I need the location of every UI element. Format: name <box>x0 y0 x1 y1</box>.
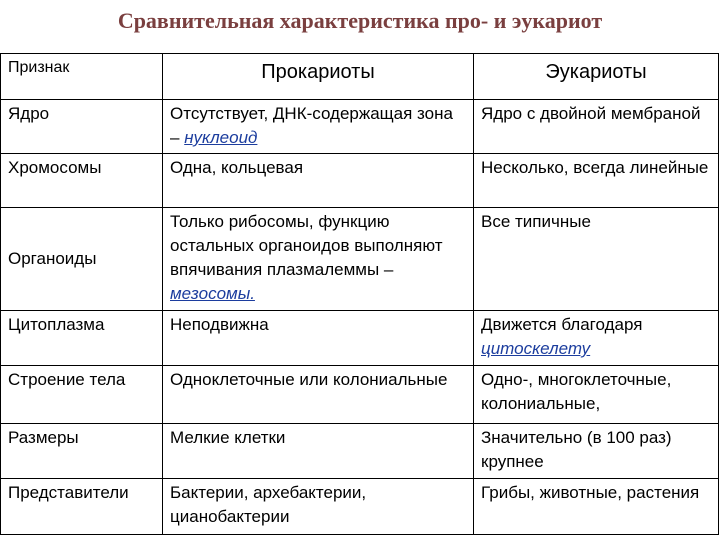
cell-text: Все типичные <box>481 212 591 231</box>
prokaryote-cell <box>163 100 474 154</box>
feature-cell: Ядро <box>1 100 163 154</box>
eukaryote-cell <box>474 366 719 424</box>
feature-cell: Представители <box>1 479 163 535</box>
feature-cell: Цитоплазма <box>1 311 163 366</box>
eukaryote-cell <box>474 479 719 535</box>
header-feature: Признак <box>1 54 163 100</box>
table-row <box>1 100 719 154</box>
feature-cell: Органоиды <box>1 208 163 311</box>
cell-text: Грибы, животные, растения <box>481 483 700 502</box>
prokaryote-cell <box>163 311 474 366</box>
term-link[interactable]: мезосомы. <box>170 284 255 303</box>
cell-text: Отсутствует, ДНК-содержащая зона – <box>170 104 453 147</box>
cell-text: Одноклеточные или колониальные <box>170 370 448 389</box>
prokaryote-cell <box>163 424 474 479</box>
table-row <box>1 479 719 535</box>
table-row <box>1 366 719 424</box>
cell-text: Мелкие клетки <box>170 428 286 447</box>
cell-text: Одно-, многоклеточные, колониальные, <box>481 370 672 413</box>
feature-cell: Размеры <box>1 424 163 479</box>
table-row <box>1 424 719 479</box>
eukaryote-cell <box>474 311 719 366</box>
prokaryote-cell <box>163 366 474 424</box>
cell-text: Движется благодаря <box>481 315 643 334</box>
cell-text: Одна, кольцевая <box>170 158 304 177</box>
table-row <box>1 154 719 208</box>
comparison-table <box>0 53 719 535</box>
cell-text: Только рибосомы, функцию остальных органоидов выполняют впячивания плазмалеммы – <box>170 212 443 279</box>
eukaryote-cell <box>474 100 719 154</box>
cell-text: Неподвижна <box>170 315 269 334</box>
table-row <box>1 311 719 366</box>
page-title: Сравнительная характеристика про- и эукариот <box>117 8 603 33</box>
table-row <box>1 208 719 311</box>
cell-text: Ядро с двойной мембраной <box>481 104 701 123</box>
prokaryote-cell <box>163 479 474 535</box>
header-eukaryotes: Эукариоты <box>474 54 719 100</box>
term-link[interactable]: нуклеоид <box>184 128 258 147</box>
feature-cell: Строение тела <box>1 366 163 424</box>
header-prokaryotes: Прокариоты <box>163 54 474 100</box>
term-link[interactable]: цитоскелету <box>481 339 591 358</box>
prokaryote-cell <box>163 208 474 311</box>
table-header-row <box>1 54 719 100</box>
prokaryote-cell <box>163 154 474 208</box>
eukaryote-cell <box>474 208 719 311</box>
feature-cell: Хромосомы <box>1 154 163 208</box>
cell-text: Несколько, всегда линейные <box>481 158 709 177</box>
eukaryote-cell <box>474 154 719 208</box>
eukaryote-cell <box>474 424 719 479</box>
cell-text: Бактерии, архебактерии, цианобактерии <box>170 483 367 526</box>
cell-text: Значительно (в 100 раз) крупнее <box>481 428 672 471</box>
